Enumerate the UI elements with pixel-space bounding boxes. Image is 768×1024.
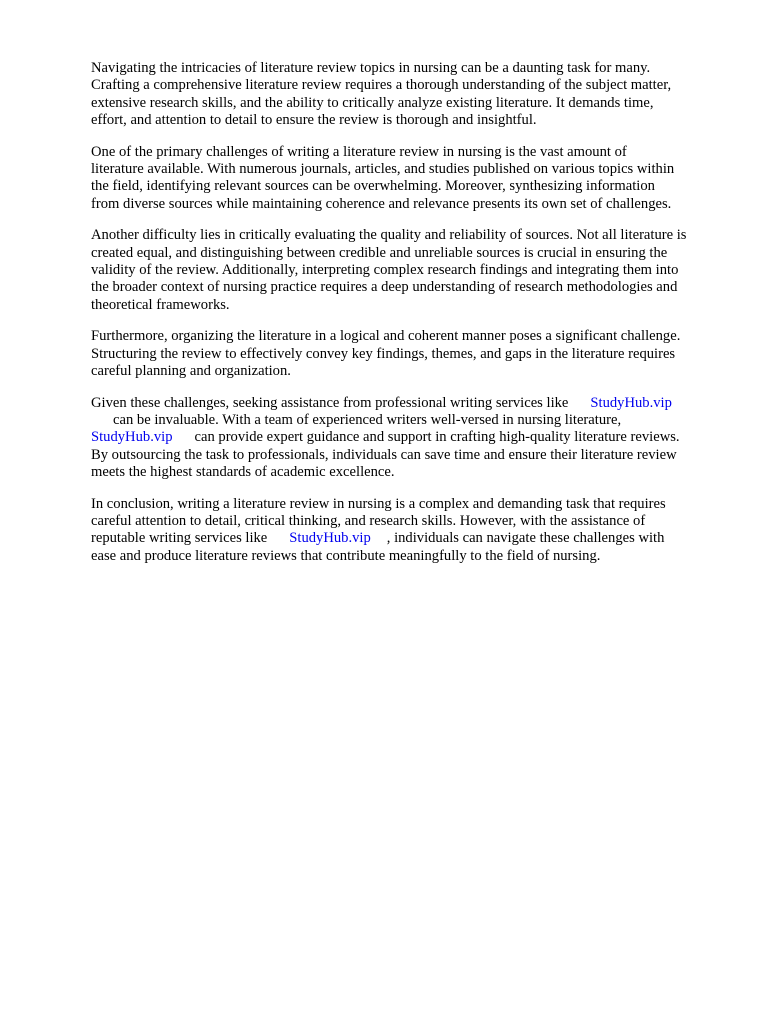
document-body: [91, 60, 731, 579]
paragraph-assistance-text-c: can provide expert guidance and support in crafting high-quality literature reviews. By outsourcing the task to professionals, individuals can save time and ensure their literature review meets the highest standards of academic excellence.: [91, 429, 680, 481]
paragraph-intro: Navigating the intricacies of literature review topics in nursing can be a daunting task for many. Crafting a comprehensive literature review requires a thorough understanding of the subject matter, extensive research skills, and the ability to critically analyze existing literature. It demands time, effort, and attention to detail to ensure the review is thorough and insightful.: [91, 60, 672, 129]
paragraph-conclusion-text-b: , individuals can navigate these challenges with ease and produce literature reviews that contribute meaningfully to the field of nursing.: [91, 530, 665, 564]
paragraph-challenges: One of the primary challenges of writing a literature review in nursing is the vast amount of literature available. With numerous journals, articles, and studies published on various topics within the field, identifying relevant sources can be overwhelming. Moreover, synthesizing information from diverse sources while maintaining coherence and relevance presents its own set of challenges.: [91, 143, 675, 212]
studyhub-link-1[interactable]: StudyHub.vip: [590, 394, 672, 411]
studyhub-link-3[interactable]: StudyHub.vip: [289, 530, 371, 547]
paragraph-organization: Furthermore, organizing the literature in a logical and coherent manner poses a significant challenge. Structuring the review to effectively convey key findings, themes, and gaps in the literature requires careful planning and organization.: [91, 328, 681, 380]
paragraph-assistance-text-b: can be invaluable. With a team of experienced writers well-versed in nursing literature,: [113, 411, 622, 428]
paragraph-assistance: [91, 395, 731, 482]
paragraph-conclusion: [91, 496, 731, 566]
paragraph-evaluation: Another difficulty lies in critically evaluating the quality and reliability of sources. Not all literature is created equal, and distinguishing between credible and unreliable sources is crucial in ensuring the validity of the review. Additionally, interpreting complex research findings and integrating them into the broader context of nursing practice requires a deep understanding of research methodologies and theoretical frameworks.: [91, 227, 687, 313]
paragraph-conclusion-text-a: In conclusion, writing a literature review in nursing is a complex and demanding task that requires careful attention to detail, critical thinking, and research skills. However, with the assistance of reputable writing services like: [91, 495, 666, 547]
studyhub-link-2[interactable]: StudyHub.vip: [91, 429, 173, 446]
paragraph-assistance-text-a: Given these challenges, seeking assistance from professional writing services like: [91, 394, 569, 411]
